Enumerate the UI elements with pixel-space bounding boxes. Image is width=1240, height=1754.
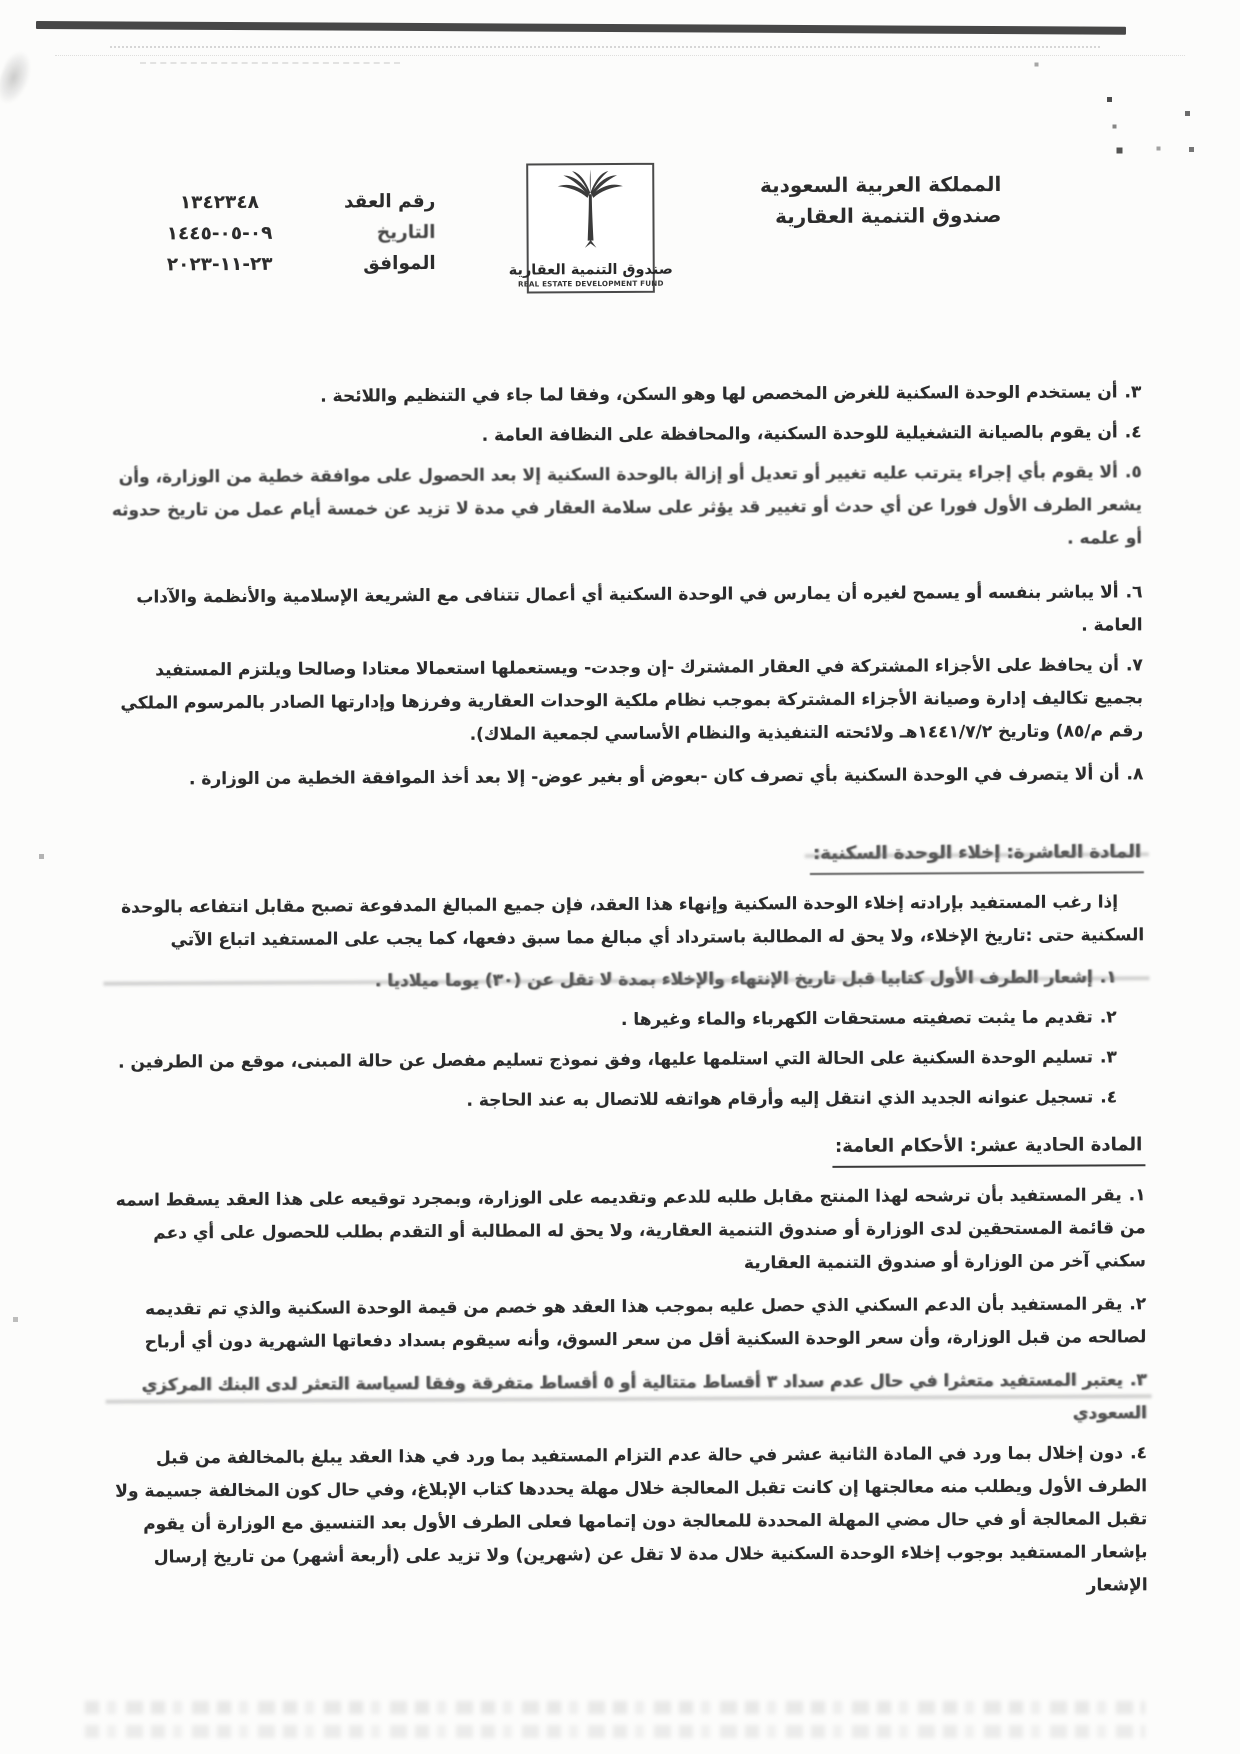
item-text: أن يستخدم الوحدة السكنية للغرض المخصص لها وهو السكن، وفقا لما جاء في التنظيم واللائحة . bbox=[320, 382, 1118, 407]
item-number: ٤. bbox=[1100, 1087, 1118, 1108]
item-text: أن يحافظ على الأجزاء المشتركة في العقار المشترك -إن وجدت- ويستعملها استعمالا معتادا وصالحا ويلتزم المستفيد بجميع تكاليف إدارة وصيانة الأجزاء المشتركة بموجب نظام ملكية الوحدات العقارية وفرزها وإدارتها الصادر بالمرسوم الملكي رقم م/٨٥) وتاريخ ١٤٤١/٧/٢هـ ولائحته التنفيذية والنظام الأساسي لجمعية الملاك). bbox=[120, 655, 1144, 745]
condition-item-6 bbox=[106, 576, 1142, 647]
date-gregorian-value: ٢٣-١١-٢٠٢٣ bbox=[166, 253, 273, 276]
item-number: ٨. bbox=[1126, 764, 1144, 785]
logo-title-arabic: صندوق التنمية العقارية bbox=[508, 261, 673, 279]
contract-number-label: رقم العقد bbox=[343, 190, 436, 213]
item-text: يعتبر المستفيد متعثرا في حال عدم سداد ٣ أقساط متتالية أو ٥ أقساط متفرقة وفقا لسياسة التعثر لدى البنك المركزي السعودي bbox=[141, 1370, 1147, 1424]
item-text: ألا يقوم بأي إجراء يترتب عليه تغيير أو تعديل أو إزالة بالوحدة السكنية إلا بعد الحصول على موافقة خطية من الوزارة، وأن يشعر الطرف الأول فورا عن أي حدث أو تغيير قد يؤثر على سلامة العقار في مدة لا تزيد عن خمسة أيام عمل من تاريخ حدوثه أو علمه . bbox=[111, 462, 1143, 549]
item-number: ٢. bbox=[1099, 1007, 1117, 1028]
item-text: تسليم الوحدة السكنية على الحالة التي استلمها عليها، وفق نموذج تسليم مفصل عن حالة المبنى، موقع من الطرفين . bbox=[118, 1047, 1094, 1073]
item-text: يقر المستفيد بأن الدعم السكني الذي حصل عليه بموجب هذا العقد هو خصم من قيمة الوحدة السكنية والذي تم تقديمه لصالحه من قبل الوزارة، وأن سعر الوحدة السكنية أقل من سعر السوق، وأنه سيقوم بسداد دفعاتها الشهرية دون أي أرباح bbox=[144, 1294, 1147, 1353]
date-gregorian-label: الموافق bbox=[363, 252, 436, 275]
item-text: إشعار الطرف الأول كتابيا قبل تاريخ الإنتهاء والإخلاء بمدة لا تقل عن (٣٠) يوما ميلاديا . bbox=[374, 967, 1093, 992]
article-10-item-4 bbox=[109, 1081, 1145, 1119]
condition-item-3 bbox=[105, 376, 1141, 414]
item-text: ألا يباشر بنفسه أو يسمح لغيره أن يمارس في الوحدة السكنية أي أعمال تتنافى مع الشريعة الإسلامية والأنظمة والآداب العامة . bbox=[136, 582, 1143, 636]
article-10-item-2 bbox=[109, 1001, 1145, 1039]
contract-body bbox=[105, 376, 1147, 1614]
article-11-section bbox=[109, 1128, 1147, 1607]
item-number: ٦. bbox=[1125, 582, 1143, 603]
article-11-item-2 bbox=[110, 1288, 1146, 1359]
article-10-heading: المادة العاشرة: إخلاء الوحدة السكنية: bbox=[810, 835, 1144, 875]
item-number: ٣. bbox=[1099, 1047, 1117, 1068]
date-hijri-row bbox=[115, 222, 435, 245]
logo-title-english: REAL ESTATE DEVELOPMENT FUND bbox=[517, 278, 664, 289]
redf-logo bbox=[508, 163, 673, 294]
article-10-item-1 bbox=[108, 961, 1144, 999]
condition-item-5 bbox=[106, 456, 1143, 560]
country-name: المملكة العربية السعودية bbox=[759, 171, 1002, 198]
article-10-intro: إذا رغب المستفيد بإرادته إخلاء الوحدة السكنية وإنهاء هذا العقد، فإن جميع المبالغ المدفوعة تصبح مقابل انتفاعه بالوحدة السكنية حتى :تاريخ الإخلاء، ولا يحق له المطالبة باسترداد أي مبالغ مما سبق دفعها، كما يجب على المستفيد اتباع الآتي bbox=[121, 892, 1145, 951]
item-text: تسجيل عنوانه الجديد الذي انتقل إليه وأرقام هواتفه للاتصال به عند الحاجة . bbox=[466, 1087, 1094, 1111]
item-number: ٤. bbox=[1130, 1443, 1147, 1464]
date-hijri-label: التاريخ bbox=[376, 221, 436, 244]
article-11-item-3 bbox=[110, 1364, 1146, 1435]
item-text: يقر المستفيد بأن ترشحه لهذا المنتج مقابل طلبه للدعم وتقديمه على الوزارة، وبمجرد توقيعه على هذا العقد يسقط اسمه من قائمة المستحقين لدى الوزارة أو صندوق التنمية العقارية، ولا يحق له المطالبة أو التقدم بطلب للحصول على أي دعم سكني آخر من الوزارة أو صندوق التنمية العقارية bbox=[115, 1185, 1146, 1274]
contract-number-row bbox=[115, 191, 435, 214]
item-number: ٣. bbox=[1129, 1370, 1147, 1391]
item-number: ٥. bbox=[1124, 462, 1142, 483]
item-number: ٢. bbox=[1129, 1294, 1147, 1315]
contract-number-value: ١٣٤٢٣٤٨ bbox=[179, 191, 259, 214]
item-number: ٣. bbox=[1124, 382, 1142, 403]
item-text: أن ألا يتصرف في الوحدة السكنية بأي تصرف كان -بعوض أو بغير عوض- إلا بعد أخذ الموافقة الخطية من الوزارة . bbox=[188, 764, 1120, 790]
item-number: ١. bbox=[1099, 967, 1117, 988]
date-gregorian-row bbox=[116, 253, 436, 276]
item-number: ١. bbox=[1128, 1185, 1146, 1206]
item-text: أن يقوم بالصيانة التشغيلية للوحدة السكنية، والمحافظة على النظافة العامة . bbox=[481, 422, 1118, 446]
item-number: ٤. bbox=[1124, 422, 1142, 443]
item-text: تقديم ما يثبت تصفيته مستحقات الكهرباء والماء وغيرها . bbox=[620, 1007, 1093, 1030]
date-hijri-value: ٠٩-٠٥-١٤٤٥ bbox=[166, 222, 273, 245]
palm-tree-icon bbox=[550, 165, 631, 263]
condition-item-4 bbox=[106, 416, 1142, 454]
article-11-item-4 bbox=[111, 1437, 1148, 1607]
article-11-heading: المادة الحادية عشر: الأحكام العامة: bbox=[832, 1128, 1146, 1168]
contract-meta bbox=[115, 191, 435, 286]
item-number: ٧. bbox=[1125, 655, 1143, 676]
article-11-item-1 bbox=[110, 1179, 1147, 1283]
condition-item-7 bbox=[107, 649, 1144, 753]
condition-item-8 bbox=[107, 758, 1143, 796]
article-10-item-3 bbox=[109, 1041, 1145, 1079]
item-text: دون إخلال بما ورد في المادة الثانية عشر في حالة عدم التزام المستفيد بما ورد في هذا العقد يبلغ بالمخالفة من قبل الطرف الأول ويطلب منه معالجتها إن كانت تقبل المعالجة خلال مهلة يحددها كتاب الإبلاغ، وفي حال كون المخالفة جسيمة ولا تقبل المعالجة أو في حال مضي المهلة المحددة للمعالجة دون إتمامها فعلى الطرف الأول بعد التنسيق مع الوزارة أن يقوم بإشعار المستفيد بوجوب إخلاء الوحدة السكنية خلال مدة لا تقل عن (شهرين) ولا تزيد على (أربعة أشهر) من تاريخ إرسال الإشعار bbox=[115, 1443, 1148, 1596]
letterhead-org-block bbox=[760, 169, 1002, 232]
article-10-section bbox=[108, 835, 1145, 1119]
org-name: صندوق التنمية العقارية bbox=[775, 202, 1002, 229]
